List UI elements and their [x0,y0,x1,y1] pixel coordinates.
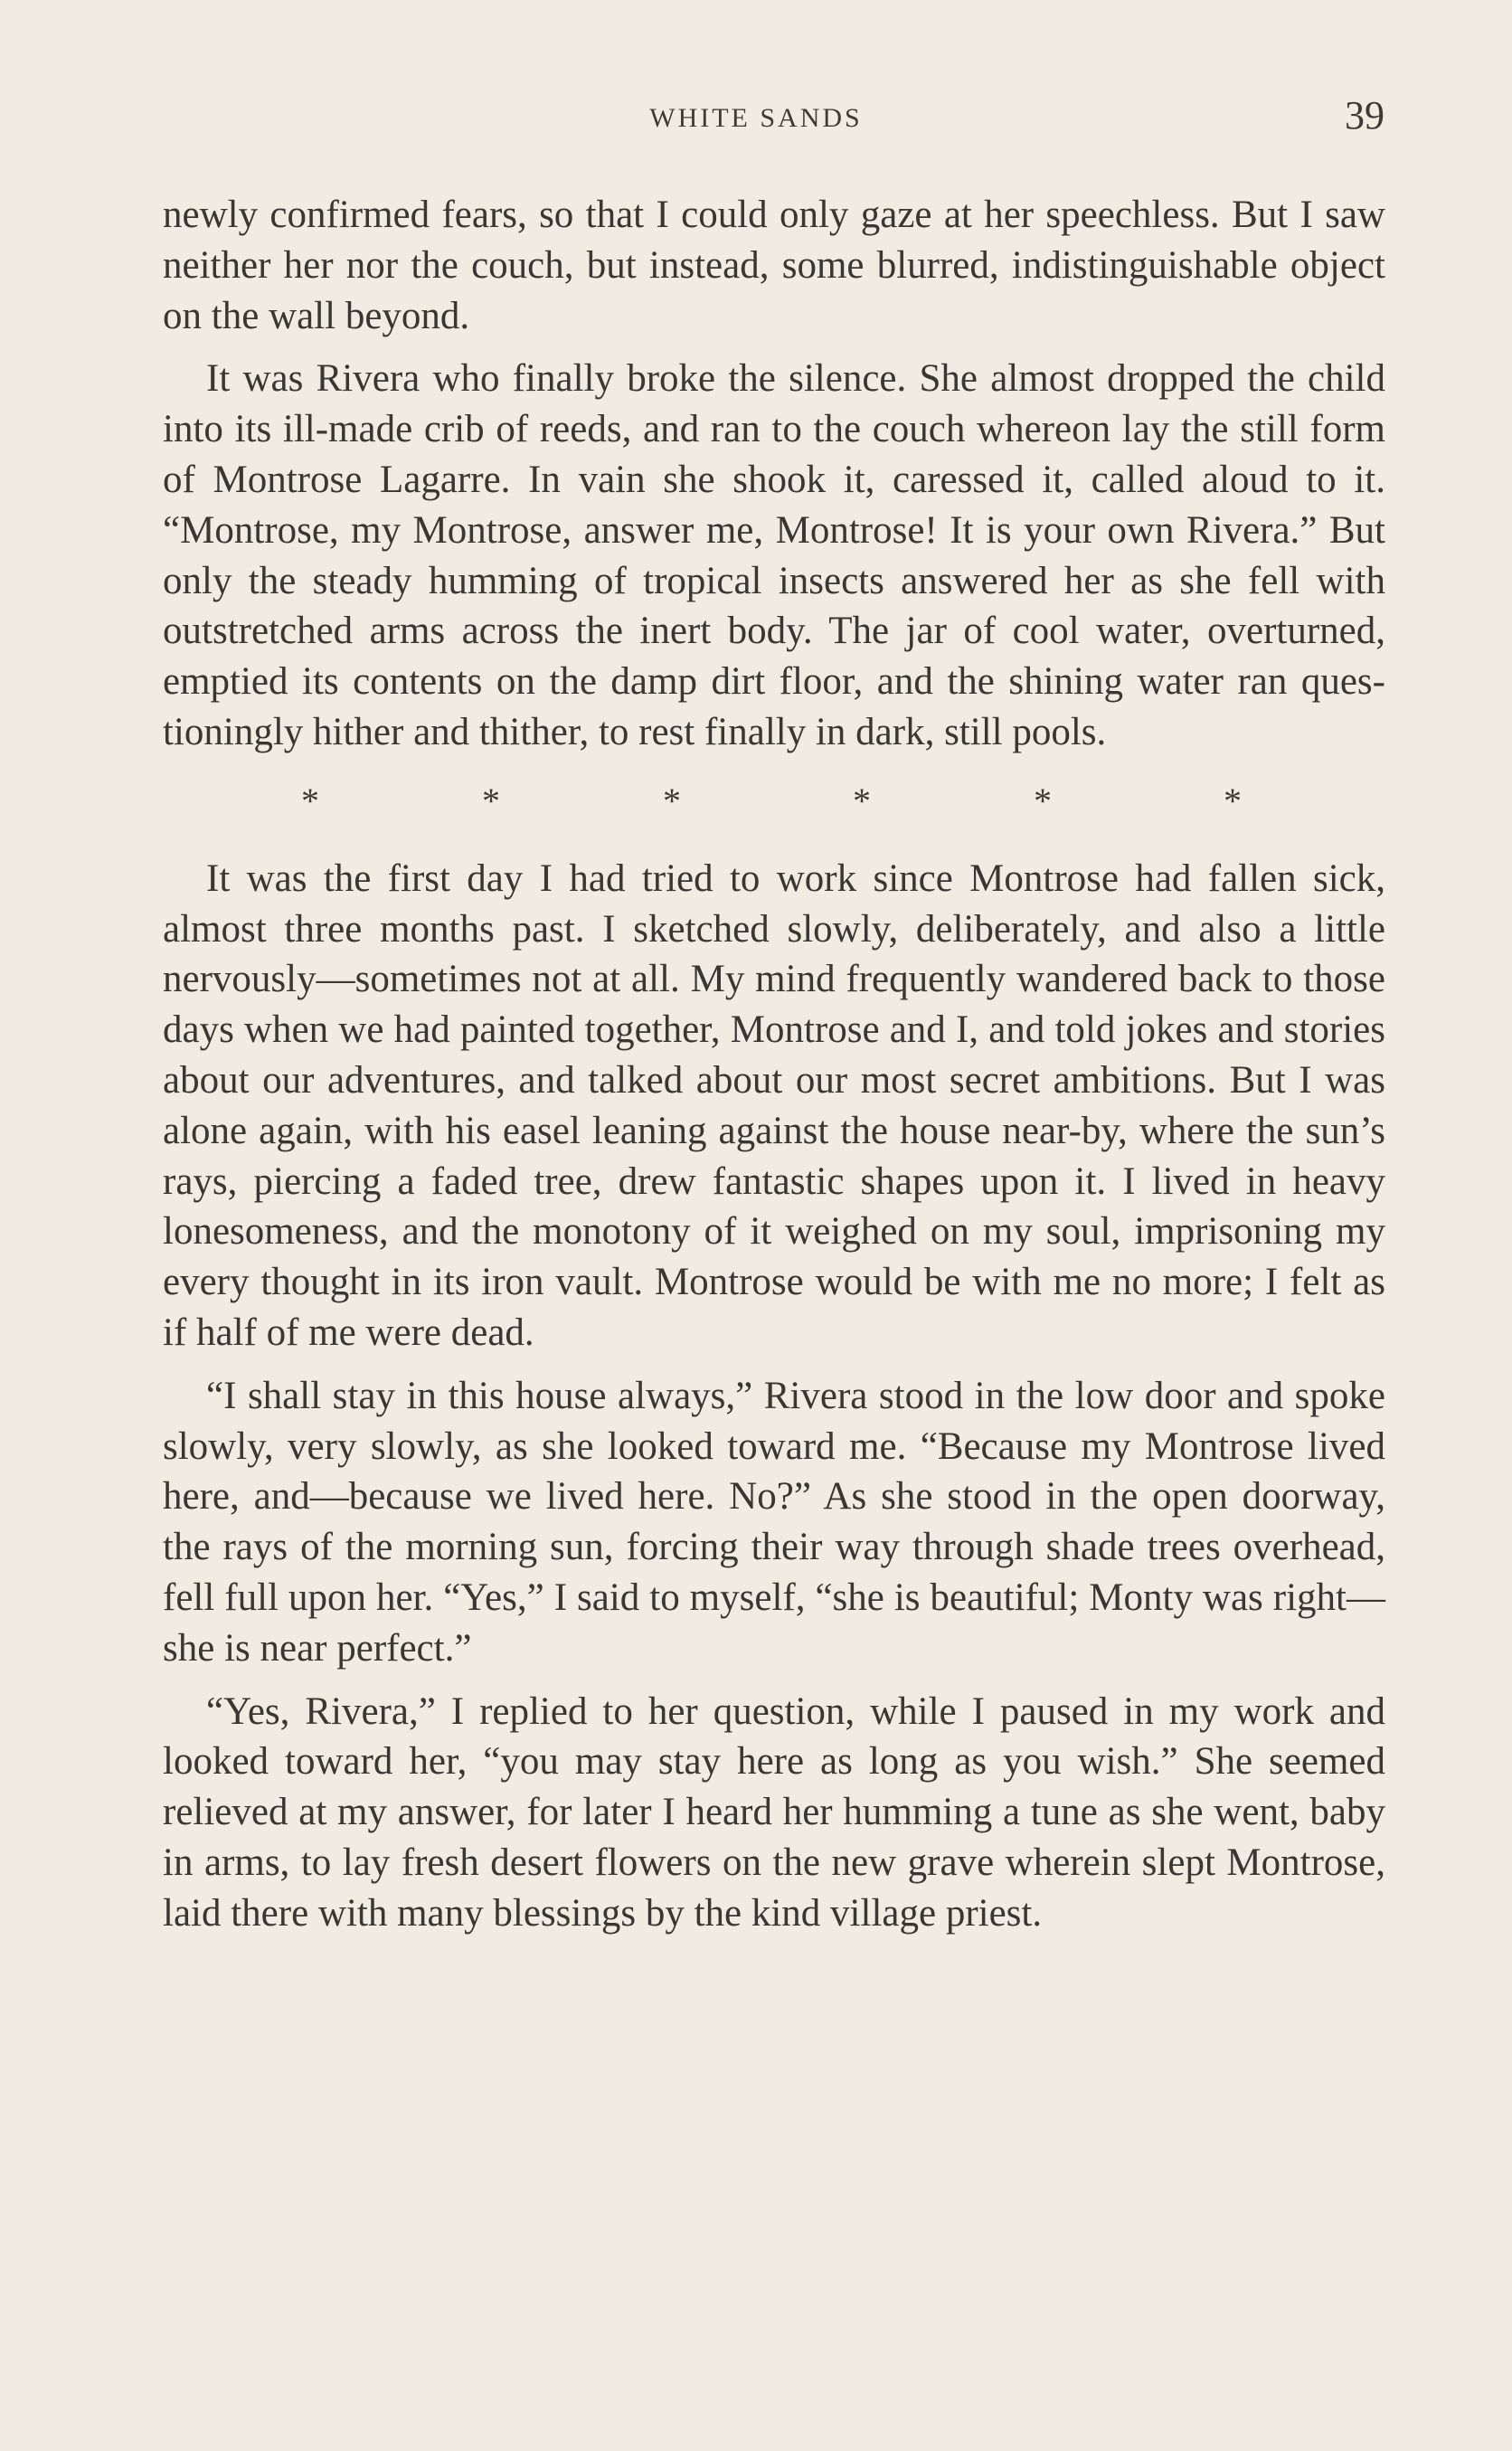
paragraph-yes-rivera: “Yes, Rivera,” I replied to her question, while I paused in my work and looked toward her, “you may stay here as long as you wish.” She seemed relieved at my answer, for later I heard her humming a tune as she went, baby in arms, to lay fresh desert flowers on the new grave wherein slept Montrose, laid there with many blessings by the kind village priest. [163,1689,1385,1935]
running-title: WHITE SANDS [649,103,863,133]
paragraph-continued: newly confirmed fears, so that I could only gaze at her speechless. But I saw neither her nor the couch, but instead, some blurred, indistinguishable object on the wall beyond. [163,194,1385,337]
section-break-star: * [663,780,681,821]
paragraph-first-day: It was the first day I had tried to work since Montrose had fallen sick, almost three months past. I sketched slowly, deliberately, and also a little nervously—sometimes not at all. My mind frequently wandered back to those days when we had painted together, Montrose and I, and told jokes and stories about our adventures, and talked about our most secret ambitions. But I was alone again, with his easel leaning against the house near-by, where the sun’s rays, piercing a faded tree, drew fantastic shapes upon it. I lived in heavy lonesomeness, and the monotony of it weighed on my soul, imprisoning my every thought in its iron vault. Montrose would be with me no more; I felt as if half of me were dead. [163,856,1385,1354]
section-break [163,776,1385,827]
section-break-star: * [482,780,500,821]
section-break-star: * [1034,780,1052,821]
section-break-star: * [301,780,319,821]
running-head [0,93,1512,143]
page-number: 39 [1345,93,1384,137]
section-break-star: * [853,780,871,821]
section-break-star: * [1224,780,1242,821]
paragraph-stay-always: “I shall stay in this house always,” Rivera stood in the low door and spoke slowly, very slowly, as she looked toward me. “Because my Montrose lived here, and—because we lived here. No?” As she stood in the open doorway, the rays of the morning sun, forcing their way through shade trees overhead, fell full upon her. “Yes,” I said to myself, “she is beautiful; Monty was right—she is near perfect.” [163,1374,1385,1670]
body-text [163,190,1385,1939]
paragraph-rivera-silence: It was Rivera who finally broke the silence. She almost dropped the child into its ill-made crib of reeds, and ran to the couch whereon lay the still form of Montrose Lagarre. In vain she shook it, caressed it, called aloud to it. “Montrose, my Montrose, answer me, Montrose! It is your own Rivera.” But only the steady humming of tropical insects answered her as she fell with outstretched arms across the inert body. The jar of cool water, overturned, emptied its contents on the damp dirt floor, and the shining water ran questioningly hither and thither, to rest finally in dark, still pools. [163,357,1385,753]
